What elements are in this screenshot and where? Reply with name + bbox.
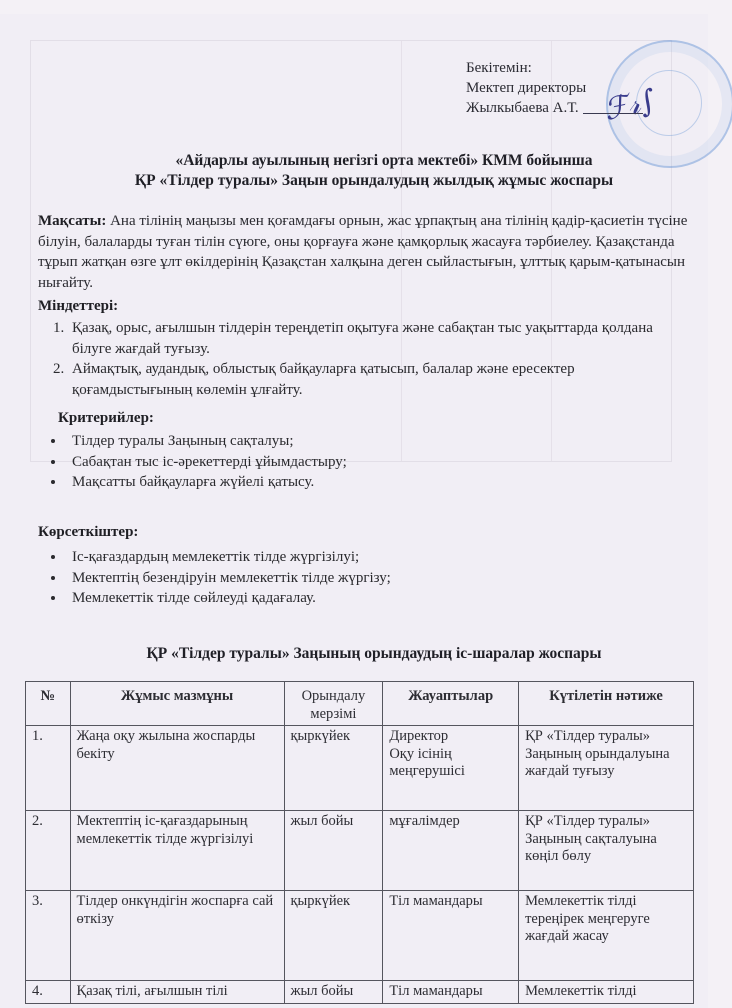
header-no: № [26, 682, 71, 726]
table-row [26, 981, 694, 1004]
document-title-line2: ҚР «Тілдер туралы» Заңын орындалудың жылдық жұмыс жоспары [134, 172, 614, 189]
cell-term: қыркүйек [284, 726, 383, 811]
cell-no: 3. [26, 891, 71, 981]
cell-term: жыл бойы [284, 981, 383, 1004]
criteria-label: Критерийлер: [58, 410, 154, 426]
indicator-item: • Іс-қағаздардың мемлекеттік тілде жүргізілуі; [66, 547, 391, 568]
cell-no: 1. [26, 726, 71, 811]
plan-table [25, 681, 694, 1004]
cell-result: Мемлекеттік тілді тереңірек меңгеруге жағдай жасау [519, 891, 694, 981]
goal-text: Ана тілінің маңызы мен қоғамдағы орнын, жас ұрпақтың ана тілінің қадір-қасиетін түсіне білуін, балаларды туған тілін сүюге, оны қорғауға және қамқорлық жасауға тәрбиелеу. Қазақстанда тұрып жатқан өзге ұлт өкілдерінің Қазақстан халқына деген сыйластығын, ұлттық қарым-қатынасын нығайту. [38, 213, 688, 291]
criteria-list [40, 431, 347, 493]
header-work: Жұмыс мазмұны [70, 682, 284, 726]
indicators-label: Көрсеткіштер: [38, 524, 139, 540]
cell-result: Мемлекеттік тілді [519, 981, 694, 1004]
cell-responsible: Тіл мамандары [383, 981, 519, 1004]
cell-result: ҚР «Тілдер туралы» Заңының орындалуына жағдай туғызу [519, 726, 694, 811]
cell-responsible: Директор Оқу ісінің меңгерушісі [383, 726, 519, 811]
goal-label: Мақсаты: [38, 213, 107, 229]
indicator-item: • Мемлекеттік тілде сөйлеуді қадағалау. [66, 588, 391, 609]
cell-work: Тілдер онкүндігін жоспарға сай өткізу [70, 891, 284, 981]
cell-responsible: мұғалімдер [383, 811, 519, 891]
plan-title: ҚР «Тілдер туралы» Заңының орындаудың іс-шаралар жоспары [146, 645, 602, 662]
approval-position: Мектеп директоры [466, 80, 587, 96]
goal-paragraph [38, 211, 688, 293]
criteria-item: • Сабақтан тыс іс-әрекеттерді ұйымдастыру; [66, 452, 347, 473]
header-responsible: Жауаптылар [383, 682, 519, 726]
criteria-item: • Мақсатты байқауларға жүйелі қатысу. [66, 472, 347, 493]
task-item: 1. Қазақ, орыс, ағылшын тілдерін тереңдетіп оқытуға және сабақтан тыс уақыттарда қолдана білуге жағдай туғызу. [68, 318, 688, 359]
cell-responsible: Тіл мамандары [383, 891, 519, 981]
signature-line [583, 113, 643, 114]
indicator-item: • Мектептің безендіруін мемлекеттік тілде жүргізу; [66, 568, 391, 589]
cell-term: қыркүйек [284, 891, 383, 981]
cell-work: Қазақ тілі, ағылшын тілі [70, 981, 284, 1004]
header-result: Күтілетін нәтиже [519, 682, 694, 726]
table-row [26, 891, 694, 981]
task-item: 2. Аймақтық, аудандық, облыстық байқауларға қатысып, балалар және ересектер қоғамдыстығының көлемін ұлғайту. [68, 359, 688, 400]
cell-work: Мектептің іс-қағаздарының мемлекеттік тілде жүргізілуі [70, 811, 284, 891]
approval-label: Бекітемін: [466, 60, 532, 76]
cell-result: ҚР «Тілдер туралы» Заңының сақталуына көңіл бөлу [519, 811, 694, 891]
indicators-list [40, 547, 391, 609]
cell-no: 2. [26, 811, 71, 891]
cell-work: Жаңа оқу жылына жоспарды бекіту [70, 726, 284, 811]
approval-block [466, 58, 643, 118]
table-header-row [26, 682, 694, 726]
cell-no: 4. [26, 981, 71, 1004]
header-term: Орындалу мерзімі [284, 682, 383, 726]
criteria-item: • Тілдер туралы Заңының сақталуы; [66, 431, 347, 452]
cell-term: жыл бойы [284, 811, 383, 891]
tasks-label: Міндеттері: [38, 298, 119, 314]
table-row [26, 726, 694, 811]
document-title-line1: «Айдарлы ауылының негізгі орта мектебі» КММ бойынша [175, 152, 593, 169]
table-row [26, 811, 694, 891]
approval-name: Жылкыбаева А.Т. [466, 98, 643, 118]
signature-icon: ℱ𝓇∫ [600, 83, 659, 128]
tasks-list [46, 318, 688, 400]
